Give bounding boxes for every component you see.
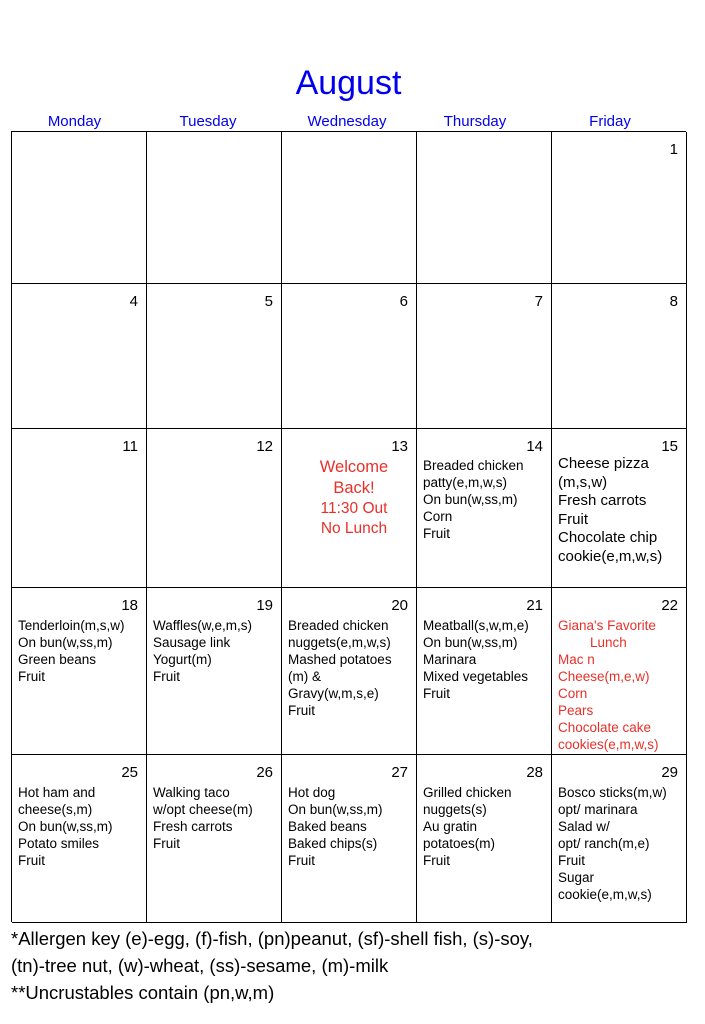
- calendar-cell: [147, 284, 282, 429]
- date-number: 15: [661, 438, 678, 455]
- menu-item: nuggets(e,m,w,s): [288, 635, 391, 650]
- menu-item: Fruit: [18, 853, 45, 868]
- calendar-cell: [417, 429, 552, 588]
- date-number: 4: [129, 293, 138, 310]
- menu-item: Grilled chicken: [423, 785, 512, 800]
- calendar-cell: [552, 284, 687, 429]
- menu-item: cookie(e,m,w,s): [558, 547, 663, 565]
- menu-item: Corn: [423, 509, 453, 524]
- menu-list: [423, 784, 549, 869]
- menu-item: On bun(w,ss,m): [18, 819, 113, 834]
- menu-item: Baked beans: [288, 819, 367, 834]
- date-number: 29: [661, 764, 678, 781]
- day-header-monday: Monday: [47, 113, 102, 130]
- menu-item: nuggets(s): [423, 802, 487, 817]
- menu-item: Chocolate cake: [558, 720, 652, 735]
- menu-item: On bun(w,ss,m): [423, 635, 518, 650]
- menu-item: Cheese pizza: [558, 455, 649, 472]
- menu-list: [288, 784, 414, 869]
- menu-item: Mashed potatoes: [288, 652, 392, 667]
- calendar-cell: [552, 429, 687, 588]
- menu-list: [558, 784, 684, 903]
- menu-item: Waffles(w,e,m,s): [153, 618, 253, 633]
- menu-item: Pears: [558, 703, 594, 718]
- date-number: 1: [669, 141, 678, 158]
- menu-item: Breaded chicken: [423, 458, 524, 473]
- menu-item: Sausage link: [153, 635, 231, 650]
- menu-list: [288, 617, 414, 719]
- calendar-cell: [417, 132, 552, 284]
- special-line: Back!: [333, 479, 375, 497]
- menu-list: [558, 455, 684, 566]
- menu-item: Fruit: [423, 526, 450, 541]
- menu-list: [423, 617, 549, 702]
- date-number: 21: [526, 597, 543, 614]
- menu-item: Fruit: [153, 836, 180, 851]
- date-number: 8: [669, 293, 678, 310]
- menu-item: Fruit: [423, 853, 450, 868]
- uncrustables-note: **Uncrustables contain (pn,w,m): [11, 982, 275, 1003]
- day-header-wednesday: Wednesday: [307, 113, 387, 130]
- day-header-thursday: Thursday: [443, 113, 507, 130]
- allergen-key-line: (tn)-tree nut, (w)-wheat, (ss)-sesame, (m)-milk: [11, 955, 389, 976]
- calendar-cell: [12, 132, 147, 284]
- calendar-cell: [147, 755, 282, 923]
- calendar-cell: [12, 429, 147, 588]
- calendar-cell: [552, 588, 687, 755]
- menu-item: Fruit: [423, 686, 450, 701]
- date-number: 20: [391, 597, 408, 614]
- menu-item: Tenderloin(m,s,w): [18, 618, 125, 633]
- date-number: 11: [122, 438, 138, 455]
- menu-item: Yogurt(m): [153, 652, 212, 667]
- menu-item: Mixed vegetables: [423, 669, 529, 684]
- menu-list: [423, 457, 549, 542]
- menu-item: Fruit: [153, 669, 180, 684]
- calendar-cell: [282, 429, 417, 588]
- menu-item: Fruit: [18, 669, 45, 684]
- menu-item: cookie(e,m,w,s): [558, 887, 652, 902]
- menu-item: Fruit: [558, 853, 585, 868]
- menu-item: Fruit: [288, 853, 315, 868]
- menu-item: Walking taco: [153, 785, 230, 800]
- menu-item: (m,s,w): [558, 473, 608, 491]
- date-number: 19: [256, 597, 273, 614]
- calendar-cell: [282, 132, 417, 284]
- menu-item: Fresh carrots: [153, 819, 233, 834]
- calendar-cell: [12, 588, 147, 755]
- date-number: 22: [661, 597, 678, 614]
- calendar-cell: [147, 132, 282, 284]
- menu-item: Breaded chicken: [288, 618, 389, 633]
- menu-item: Au gratin: [423, 819, 478, 834]
- menu-item: Chocolate chip: [558, 529, 658, 546]
- day-header-tuesday: Tuesday: [179, 113, 237, 130]
- giana-favorite-menu: [558, 617, 684, 753]
- menu-item: Marinara: [423, 652, 477, 667]
- menu-item: Fruit: [558, 510, 588, 528]
- menu-item: potatoes(m): [423, 836, 496, 851]
- menu-item: Sugar: [558, 870, 595, 885]
- menu-item: patty(e,m,w,s): [423, 475, 508, 490]
- calendar-grid: [11, 131, 686, 922]
- menu-item: Lunch: [590, 635, 627, 650]
- calendar-cell: [417, 755, 552, 923]
- special-line: Welcome: [319, 458, 389, 476]
- menu-item: On bun(w,ss,m): [18, 635, 113, 650]
- calendar-cell: [12, 284, 147, 429]
- menu-item: Gravy(w,m,s,e): [288, 686, 379, 701]
- date-number: 25: [121, 764, 138, 781]
- date-number: 28: [526, 764, 543, 781]
- menu-item: Fresh carrots: [558, 492, 647, 509]
- allergen-key-line: *Allergen key (e)-egg, (f)-fish, (pn)peanut, (sf)-shell fish, (s)-soy,: [11, 928, 533, 949]
- menu-item: Meatball(s,w,m,e): [423, 618, 529, 633]
- calendar-cell: [282, 588, 417, 755]
- menu-item: Corn: [558, 686, 588, 701]
- date-number: 12: [256, 438, 273, 455]
- menu-list: [18, 784, 144, 869]
- menu-item: Fruit: [288, 703, 315, 718]
- calendar-cell: [282, 755, 417, 923]
- menu-item: opt/ marinara: [558, 802, 638, 817]
- menu-item: On bun(w,ss,m): [423, 492, 518, 507]
- menu-item: Hot ham and: [18, 785, 96, 800]
- date-number: 27: [391, 764, 408, 781]
- menu-item: Bosco sticks(m,w): [558, 785, 667, 800]
- special-line: No Lunch: [320, 520, 388, 537]
- calendar-cell: [552, 755, 687, 923]
- date-number: 5: [264, 293, 273, 310]
- date-number: 18: [121, 597, 138, 614]
- menu-list: [18, 617, 144, 685]
- menu-item: Potato smiles: [18, 836, 100, 851]
- welcome-back-note: [282, 457, 416, 539]
- calendar-cell: [147, 588, 282, 755]
- menu-item: (m) &: [288, 669, 321, 684]
- menu-item: cookies(e,m,w,s): [558, 737, 659, 752]
- special-line: 11:30 Out: [320, 500, 388, 517]
- calendar-cell: [147, 429, 282, 588]
- menu-item: Mac n: [558, 652, 595, 667]
- allergen-footer: [11, 925, 701, 1006]
- menu-item: opt/ ranch(m,e): [558, 836, 650, 851]
- menu-list: [153, 617, 279, 685]
- calendar-cell: [417, 284, 552, 429]
- date-number: 7: [534, 293, 543, 310]
- calendar-cell: [552, 132, 687, 284]
- menu-item: Giana's Favorite: [558, 618, 656, 633]
- menu-item: Green beans: [18, 652, 97, 667]
- menu-item: Salad w/: [558, 819, 610, 834]
- date-number: 14: [526, 438, 543, 455]
- calendar-cell: [417, 588, 552, 755]
- menu-item: Baked chips(s): [288, 836, 378, 851]
- month-title: August: [295, 64, 402, 102]
- menu-item: w/opt cheese(m): [153, 802, 253, 817]
- calendar-cell: [282, 284, 417, 429]
- day-header-friday: Friday: [589, 113, 631, 130]
- menu-list: [153, 784, 279, 852]
- date-number: 26: [256, 764, 273, 781]
- calendar-cell: [12, 755, 147, 923]
- date-number: 6: [399, 293, 408, 310]
- menu-item: On bun(w,ss,m): [288, 802, 383, 817]
- menu-item: Hot dog: [288, 785, 336, 800]
- menu-item: cheese(s,m): [18, 802, 93, 817]
- menu-item: Cheese(m,e,w): [558, 669, 650, 684]
- date-number: 13: [391, 438, 408, 455]
